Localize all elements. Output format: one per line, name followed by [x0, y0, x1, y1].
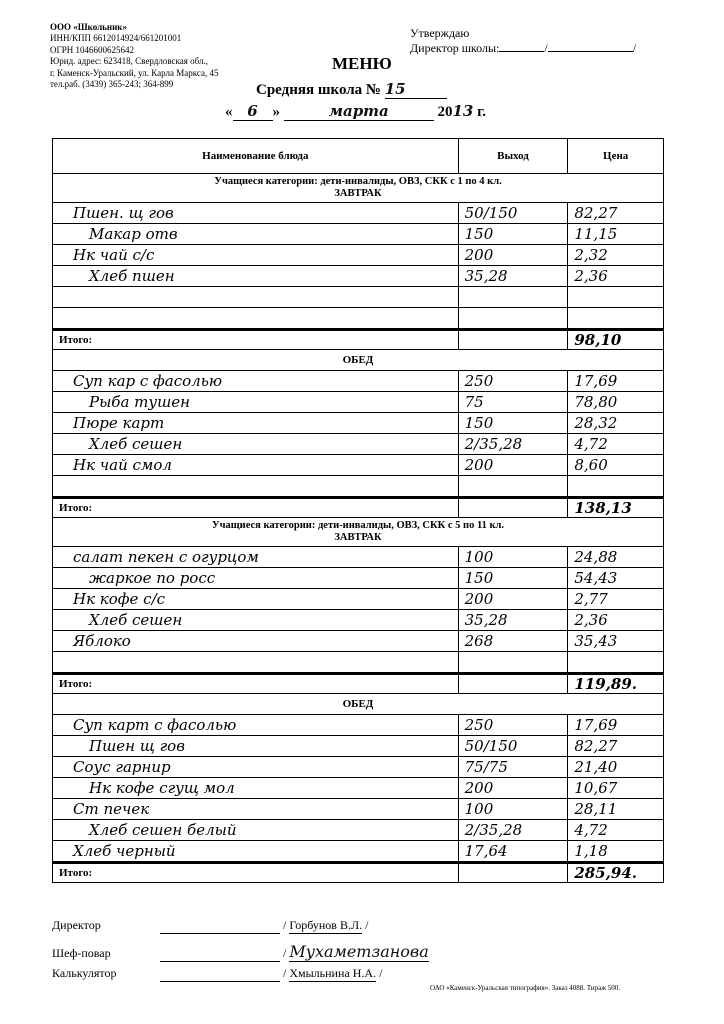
table-row	[53, 610, 664, 631]
total-row	[53, 674, 664, 694]
table-row	[53, 392, 664, 413]
dish-output: 50/150	[458, 203, 568, 224]
section-header	[53, 174, 664, 203]
dish-name-text: Соус гарнир	[73, 758, 171, 776]
school-line	[256, 80, 447, 99]
dish-name	[53, 547, 459, 568]
dish-price: 28,32	[568, 413, 664, 434]
dish-name	[53, 371, 459, 392]
organization-block	[50, 22, 290, 90]
dish-output	[458, 287, 568, 308]
approve-label: Утверждаю	[410, 26, 470, 40]
total-price: 98,10	[568, 330, 664, 350]
dish-output: 150	[458, 413, 568, 434]
table-header	[53, 139, 664, 174]
total-price: 138,13	[568, 498, 664, 518]
table-row	[53, 224, 664, 245]
dish-name	[53, 413, 459, 434]
dish-output: 50/150	[458, 736, 568, 757]
section-title	[53, 174, 664, 203]
dish-name-text: Хлеб черный	[73, 842, 176, 860]
dish-price: 2,77	[568, 589, 664, 610]
dish-price: 8,60	[568, 455, 664, 476]
table-row	[53, 778, 664, 799]
table-row	[53, 308, 664, 330]
dish-output: 150	[458, 224, 568, 245]
dish-price: 78,80	[568, 392, 664, 413]
table-row	[53, 757, 664, 778]
section-meal: ОБЕД	[342, 698, 374, 710]
chef-label: Шеф-повар	[52, 946, 111, 960]
dish-output: 150	[458, 568, 568, 589]
dish-price: 10,67	[568, 778, 664, 799]
date-month: марта	[284, 102, 434, 121]
section-meal: ЗАВТРАК	[334, 188, 382, 199]
dish-name	[53, 455, 459, 476]
school-number: 15	[385, 80, 447, 99]
table-row	[53, 820, 664, 841]
total-label: Итого:	[53, 330, 459, 350]
dish-output: 250	[458, 715, 568, 736]
dish-output	[458, 308, 568, 330]
table-row	[53, 371, 664, 392]
dish-price: 1,18	[568, 841, 664, 863]
dish-price	[568, 308, 664, 330]
table-row	[53, 434, 664, 455]
dish-price	[568, 652, 664, 674]
section-header	[53, 518, 664, 547]
dish-name-text: Суп карт с фасолью	[73, 716, 237, 734]
printer-imprint: ОАО «Каменск-Уральская типография». Заказ 4088. Тираж 500.	[430, 984, 621, 992]
section-header	[53, 350, 664, 371]
date-year-suffix: 13	[452, 102, 474, 120]
dish-name-text: Хлеб сешен белый	[89, 821, 237, 839]
dish-price: 2,32	[568, 245, 664, 266]
dish-name	[53, 392, 459, 413]
org-address-line-2: г. Каменск-Уральский, ул. Карла Маркса, 45	[50, 67, 219, 78]
dish-name	[53, 434, 459, 455]
dish-output: 35,28	[458, 266, 568, 287]
director-signature-row: Директор / Горбунов В.Л. /	[52, 918, 369, 932]
dish-name-text: жаркое по росс	[89, 569, 216, 587]
org-phone: тел.раб. (3439) 365-243; 364-899	[50, 79, 174, 90]
total-label: Итого:	[53, 674, 459, 694]
dish-name	[53, 652, 459, 674]
table-row	[53, 631, 664, 652]
dish-price: 35,43	[568, 631, 664, 652]
dish-output: 75	[458, 392, 568, 413]
total-output	[458, 863, 568, 883]
dish-name-text: Хлеб сешен	[89, 611, 183, 629]
org-ogrn: ОГРН 1046600625642	[50, 44, 134, 55]
total-output	[458, 330, 568, 350]
table-row	[53, 266, 664, 287]
dish-output: 200	[458, 455, 568, 476]
dish-output: 75/75	[458, 757, 568, 778]
page-title: МЕНЮ	[332, 54, 392, 73]
dish-name-text: Яблоко	[73, 632, 131, 650]
table-row	[53, 841, 664, 863]
dish-price: 11,15	[568, 224, 664, 245]
dish-name	[53, 287, 459, 308]
dish-name	[53, 631, 459, 652]
menu-table	[52, 138, 664, 883]
dish-price: 17,69	[568, 371, 664, 392]
dish-price: 2,36	[568, 266, 664, 287]
dish-name-text: Макар отв	[89, 225, 178, 243]
dish-name	[53, 820, 459, 841]
dish-name	[53, 245, 459, 266]
dish-name-text: Нк кофе с/с	[73, 590, 166, 608]
date-year-unit: г.	[477, 104, 486, 120]
dish-name-text: Хлеб пшен	[89, 267, 175, 285]
dish-price: 82,27	[568, 203, 664, 224]
dish-name	[53, 757, 459, 778]
header-output: Выход	[458, 139, 568, 174]
total-output	[458, 674, 568, 694]
dish-name-text: Суп кар с фасолью	[73, 372, 223, 390]
dish-price: 24,88	[568, 547, 664, 568]
dish-name	[53, 589, 459, 610]
name-line	[548, 41, 633, 52]
dish-name-text: Рыба тушен	[89, 393, 191, 411]
signature-line	[499, 41, 544, 52]
calculator-signature-line	[160, 966, 280, 982]
header-price: Цена	[568, 139, 664, 174]
table-row	[53, 245, 664, 266]
dish-output	[458, 652, 568, 674]
total-row	[53, 863, 664, 883]
dish-price: 4,72	[568, 434, 664, 455]
calculator-signature-row: Калькулятор / Хмыльнина Н.А. /	[52, 966, 383, 980]
dish-output: 250	[458, 371, 568, 392]
table-row	[53, 413, 664, 434]
dish-price: 21,40	[568, 757, 664, 778]
total-output	[458, 498, 568, 518]
dish-price: 82,27	[568, 736, 664, 757]
date-day: 6	[233, 102, 273, 121]
dish-name	[53, 224, 459, 245]
dish-name	[53, 476, 459, 498]
dish-name	[53, 610, 459, 631]
chef-signature-row: Шеф-повар / Мухаметзанова	[52, 942, 429, 961]
dish-output: 2/35,28	[458, 434, 568, 455]
table-row	[53, 568, 664, 589]
dish-name-text: Хлеб сешен	[89, 435, 183, 453]
dish-output: 35,28	[458, 610, 568, 631]
dish-price: 4,72	[568, 820, 664, 841]
table-row	[53, 652, 664, 674]
header-name: Наименование блюда	[53, 139, 459, 174]
dish-name-text: Пшен. щ гов	[73, 204, 174, 222]
dish-name-text: салат пекен с огурцом	[73, 548, 259, 566]
dish-price: 28,11	[568, 799, 664, 820]
dish-output: 17,64	[458, 841, 568, 863]
dish-name	[53, 203, 459, 224]
section-title	[53, 350, 664, 371]
dish-name	[53, 778, 459, 799]
date-line: « 6 » марта 2013 г.	[225, 102, 486, 120]
total-price: 119,89.	[568, 674, 664, 694]
dish-name	[53, 266, 459, 287]
dish-output: 100	[458, 799, 568, 820]
section-title	[53, 694, 664, 715]
section-header	[53, 694, 664, 715]
dish-name	[53, 308, 459, 330]
director-signature-line	[160, 918, 280, 934]
chef-signature-line	[160, 946, 280, 962]
dish-output: 200	[458, 245, 568, 266]
dish-name-text: Нк кофе сгущ мол	[89, 779, 235, 797]
dish-name	[53, 736, 459, 757]
approval-block: Утверждаю Директор школы: / /	[410, 26, 637, 55]
total-label: Итого:	[53, 498, 459, 518]
dish-name-text: Пюре карт	[73, 414, 165, 432]
dish-price	[568, 476, 664, 498]
total-label: Итого:	[53, 863, 459, 883]
table-row	[53, 715, 664, 736]
dish-price	[568, 287, 664, 308]
total-price: 285,94.	[568, 863, 664, 883]
table-row	[53, 589, 664, 610]
dish-output: 200	[458, 589, 568, 610]
director-school-label: Директор школы:	[410, 41, 500, 55]
date-year-prefix: 20	[437, 104, 453, 120]
dish-name	[53, 799, 459, 820]
director-label: Директор	[52, 918, 101, 932]
dish-name-text: Нк чай с/с	[73, 246, 155, 264]
total-row	[53, 498, 664, 518]
dish-output	[458, 476, 568, 498]
calculator-name: Хмыльнина Н.А.	[289, 966, 377, 980]
section-category: Учащиеся категории: дети-инвалиды, ОВЗ, СКК с 5 по 11 кл.	[211, 520, 505, 531]
dish-price: 2,36	[568, 610, 664, 631]
dish-name-text: Ст печек	[73, 800, 150, 818]
table-row	[53, 736, 664, 757]
dish-name-text: Нк чай смол	[73, 456, 172, 474]
org-name: ООО «Школьник»	[50, 22, 127, 32]
total-row	[53, 330, 664, 350]
section-title	[53, 518, 664, 547]
director-name: Горбунов В.Л.	[289, 918, 363, 932]
dish-name	[53, 715, 459, 736]
table-row	[53, 287, 664, 308]
section-meal: ЗАВТРАК	[334, 532, 382, 543]
table-row	[53, 476, 664, 498]
dish-name	[53, 568, 459, 589]
calculator-label: Калькулятор	[52, 966, 117, 980]
table-row	[53, 799, 664, 820]
dish-output: 268	[458, 631, 568, 652]
dish-name-text: Пшен щ гов	[89, 737, 185, 755]
dish-price: 54,43	[568, 568, 664, 589]
section-category: Учащиеся категории: дети-инвалиды, ОВЗ, СКК с 1 по 4 кл.	[214, 176, 502, 187]
school-label: Средняя школа №	[256, 82, 381, 98]
dish-output: 2/35,28	[458, 820, 568, 841]
section-meal: ОБЕД	[342, 354, 374, 366]
table-row	[53, 455, 664, 476]
table-row	[53, 203, 664, 224]
chef-name: Мухаметзанова	[289, 942, 429, 961]
org-address-line-1: Юрид. адрес: 623418, Свердловская обл.,	[50, 56, 208, 67]
dish-output: 100	[458, 547, 568, 568]
dish-price: 17,69	[568, 715, 664, 736]
org-inn: ИНН/КПП 6612014924/661201001	[50, 33, 182, 44]
dish-output: 200	[458, 778, 568, 799]
dish-name	[53, 841, 459, 863]
table-row	[53, 547, 664, 568]
